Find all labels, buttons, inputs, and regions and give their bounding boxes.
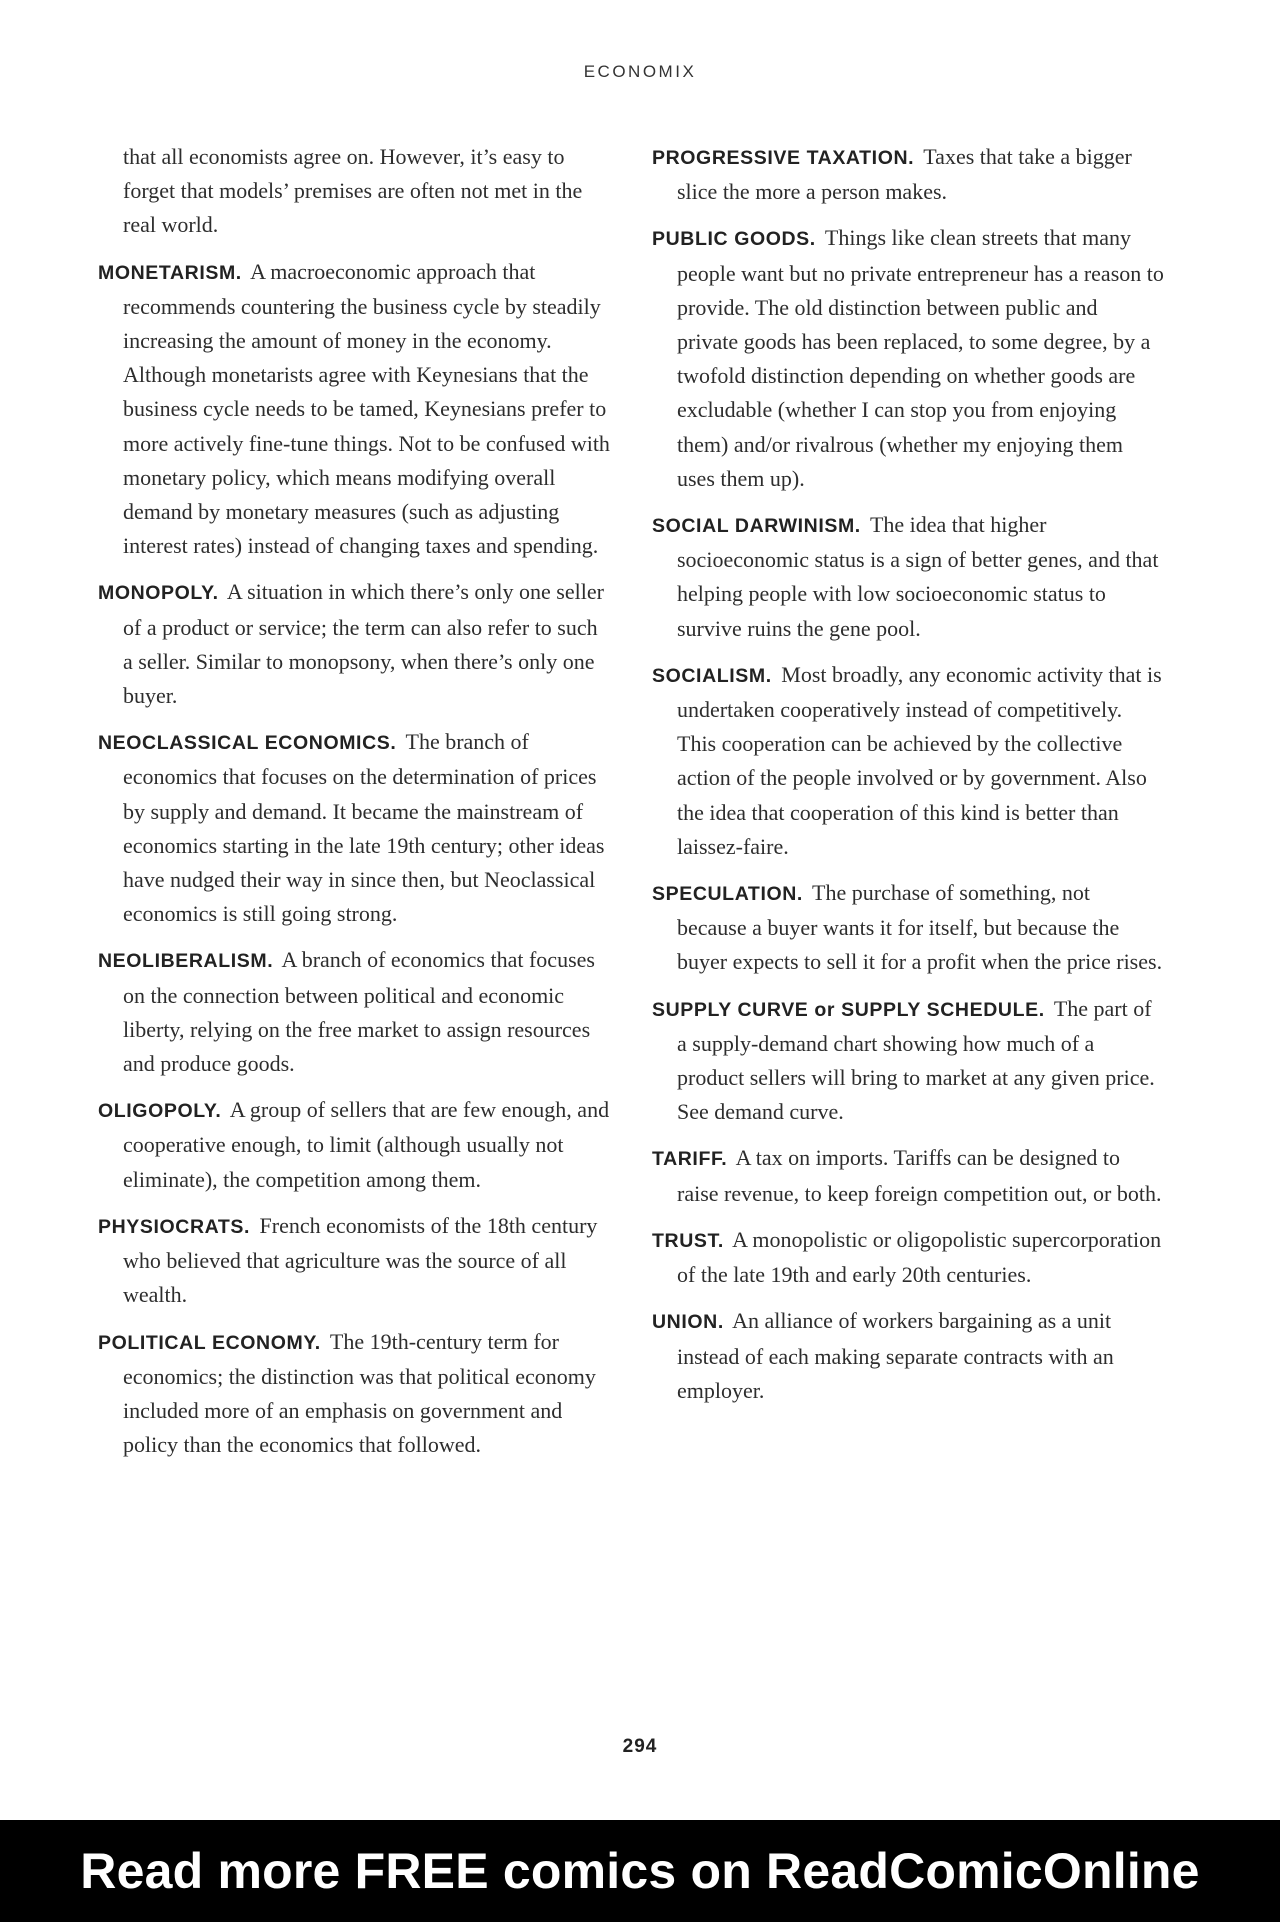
- entry-definition: The part of a supply-demand chart showing how much of a product sellers will bring to market at any given price. See demand curve.: [677, 995, 1155, 1125]
- entry-term: MONETARISM.: [98, 261, 242, 284]
- glossary-column-right: [652, 140, 1164, 1420]
- glossary-entry-supply-curve: [652, 992, 1164, 1130]
- entry-definition: Most broadly, any economic activity that is undertaken cooperatively instead of competitively. This cooperation can be achieved by the collective action of the people involved or by government. Also the idea that cooperation of this kind is better than laissez-faire.: [677, 661, 1162, 859]
- entry-definition: A branch of economics that focuses on the connection between political and economic liberty, relying on the free market to assign resources and produce goods.: [123, 947, 595, 1077]
- glossary-entry-trust: [652, 1223, 1164, 1292]
- entry-definition: An alliance of workers bargaining as a unit instead of each making separate contracts with an employer.: [677, 1308, 1114, 1403]
- page-number: 294: [622, 1736, 658, 1757]
- entry-definition: The 19th-century term for economics; the distinction was that political economy included more of an emphasis on government and policy than the economics that followed.: [123, 1328, 596, 1458]
- glossary-entry-socialism: [652, 658, 1164, 864]
- glossary-column-left: [98, 140, 610, 1474]
- entry-definition: The branch of economics that focuses on the determination of prices by supply and demand. It became the mainstream of economics starting in the late 19th century; other ideas have nudged their way in since then, but Neoclassical economics is still going strong.: [123, 729, 605, 927]
- entry-term: SUPPLY CURVE or SUPPLY SCHEDULE.: [652, 998, 1045, 1021]
- glossary-entry-public-goods: [652, 221, 1164, 496]
- entry-definition: A monopolistic or oligopolistic supercorporation of the late 19th and early 20th centuries.: [677, 1226, 1162, 1288]
- running-head: ECONOMIX: [583, 62, 697, 81]
- entry-definition: that all economists agree on. However, it’s easy to forget that models’ premises are often not met in the real world.: [123, 144, 583, 238]
- glossary-entry-neoclassical-economics: [98, 725, 610, 931]
- glossary-entry-oligopoly: [98, 1093, 610, 1197]
- entry-definition: Things like clean streets that many people want but no private entrepreneur has a reason to provide. The old distinction between public and private goods has been replaced, to some degree, by a twofold distinction depending on whether goods are excludable (whether I can stop you from enjoying them) and/or rivalrous (whether my enjoying them uses them up).: [677, 225, 1164, 491]
- glossary-entry-monetarism: [98, 255, 610, 564]
- entry-term: MONOPOLY.: [98, 582, 219, 605]
- entry-term: UNION.: [652, 1311, 724, 1334]
- entry-definition: A macroeconomic approach that recommends countering the business cycle by steadily increasing the amount of money in the economy. Although monetarists agree with Keynesians that the business cycle needs to be tamed, Keynesians prefer to more actively fine-tune things. Not to be confused with monetary policy, which means modifying overall demand by monetary measures (such as adjusting interest rates) instead of changing taxes and spending.: [123, 258, 610, 559]
- glossary-entry-political-economy: [98, 1325, 610, 1463]
- promo-banner[interactable]: Read more FREE comics on ReadComicOnline: [0, 1820, 1280, 1922]
- glossary-entry-union: [652, 1304, 1164, 1408]
- entry-definition: A group of sellers that are few enough, and cooperative enough, to limit (although usually not eliminate), the competition among them.: [123, 1097, 610, 1192]
- glossary-entry-progressive-taxation: [652, 140, 1164, 209]
- entry-term: PROGRESSIVE TAXATION.: [652, 147, 915, 169]
- entry-term: SOCIALISM.: [652, 664, 772, 687]
- entry-term: NEOCLASSICAL ECONOMICS.: [98, 732, 397, 755]
- entry-term: SOCIAL DARWINISM.: [652, 515, 861, 538]
- entry-definition: French economists of the 18th century who believed that agriculture was the source of all wealth.: [123, 1212, 598, 1308]
- entry-definition: A tax on imports. Tariffs can be designed to raise revenue, to keep foreign competition out, or both.: [677, 1145, 1162, 1206]
- entry-term: POLITICAL ECONOMY.: [98, 1331, 321, 1354]
- entry-definition: The purchase of something, not because a buyer wants it for itself, but because the buyer expects to sell it for a profit when the price rises.: [677, 880, 1163, 975]
- glossary-entry-social-darwinism: [652, 508, 1164, 646]
- entry-definition: The idea that higher socioeconomic status is a sign of better genes, and that helping people with low socioeconomic status to survive ruins the gene pool.: [677, 512, 1159, 641]
- entry-term: TRUST.: [652, 1229, 724, 1252]
- entry-term: NEOLIBERALISM.: [98, 950, 274, 973]
- glossary-entry-speculation: [652, 876, 1164, 980]
- entry-definition: A situation in which there’s only one seller of a product or service; the term can also refer to such a seller. Similar to monopsony, when there’s only one buyer.: [123, 579, 604, 709]
- glossary-entry-neoliberalism: [98, 943, 610, 1081]
- entry-definition: Taxes that take a bigger slice the more a person makes.: [677, 144, 1132, 205]
- glossary-entry-physiocrats: [98, 1209, 610, 1313]
- glossary-entry-tariff: [652, 1141, 1164, 1210]
- entry-term: OLIGOPOLY.: [98, 1100, 222, 1123]
- entry-term: PHYSIOCRATS.: [98, 1215, 251, 1238]
- entry-term: SPECULATION.: [652, 883, 803, 906]
- glossary-entry-monopoly: [98, 575, 610, 713]
- entry-term: TARIFF.: [652, 1148, 728, 1171]
- glossary-entry-continued: [98, 140, 610, 243]
- entry-term: PUBLIC GOODS.: [652, 228, 816, 251]
